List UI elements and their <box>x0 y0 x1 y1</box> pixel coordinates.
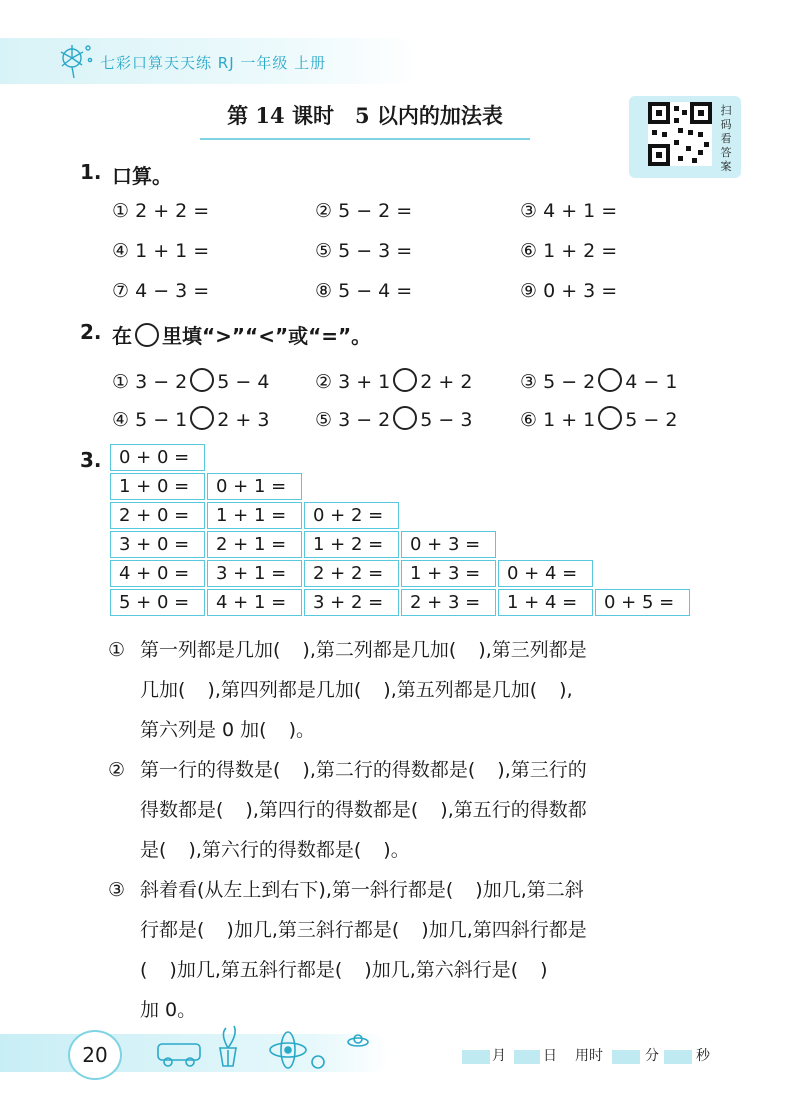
compare-circle-blank[interactable] <box>190 406 214 430</box>
compare-left: ① 3 − 2 <box>112 371 188 393</box>
oral-item: ① 2 + 2 = <box>112 200 210 222</box>
lesson-title: 第 14 课时 5 以内的加法表 <box>227 103 503 128</box>
addition-table-cell: 3 + 1 = <box>207 560 302 587</box>
addition-table-cell: 1 + 4 = <box>498 589 593 616</box>
qr-code-icon[interactable] <box>648 102 712 166</box>
compare-circle-blank[interactable] <box>190 368 214 392</box>
addition-table-cell: 3 + 0 = <box>110 531 205 558</box>
compare-item <box>112 368 269 393</box>
compare-circle-blank[interactable] <box>598 368 622 392</box>
addition-table-cell: 0 + 3 = <box>401 531 496 558</box>
month-blank[interactable] <box>462 1050 490 1064</box>
compare-left: ⑥ 1 + 1 <box>520 409 596 431</box>
oral-item: ⑧ 5 − 4 = <box>315 280 413 302</box>
section1-title: 口算。 <box>112 164 172 188</box>
compare-item <box>520 406 677 431</box>
compare-left: ⑤ 3 − 2 <box>315 409 391 431</box>
title-underline <box>200 138 530 140</box>
footer-decoration-icons <box>150 1022 390 1072</box>
compare-item <box>520 368 677 393</box>
time-used-label: 用时 <box>575 1048 603 1064</box>
addition-table-cell: 2 + 1 = <box>207 531 302 558</box>
compare-left: ③ 5 − 2 <box>520 371 596 393</box>
compare-right: 2 + 3 <box>217 409 270 431</box>
q2-line: 第一行的得数是( ),第二行的得数都是( ),第三行的 <box>140 759 587 781</box>
compare-right: 5 − 3 <box>420 409 473 431</box>
compare-right: 4 − 1 <box>625 371 678 393</box>
addition-table-cell: 2 + 0 = <box>110 502 205 529</box>
addition-table-cell: 4 + 0 = <box>110 560 205 587</box>
addition-table-cell: 1 + 0 = <box>110 473 205 500</box>
oral-item: ⑨ 0 + 3 = <box>520 280 618 302</box>
section3-number: 3. <box>80 448 102 472</box>
q2-line: 得数都是( ),第四行的得数都是( ),第五行的得数都 <box>140 799 587 821</box>
addition-table-cell: 1 + 2 = <box>304 531 399 558</box>
section2-title <box>112 320 371 349</box>
addition-table-cell: 0 + 5 = <box>595 589 690 616</box>
oral-item: ④ 1 + 1 = <box>112 240 210 262</box>
section2-number: 2. <box>80 320 102 344</box>
addition-table-cell: 1 + 1 = <box>207 502 302 529</box>
q2-label: ② <box>108 759 126 781</box>
seconds-label: 秒 <box>696 1048 710 1064</box>
compare-left: ④ 5 − 1 <box>112 409 188 431</box>
minutes-blank[interactable] <box>612 1050 640 1064</box>
section1-number: 1. <box>80 160 102 184</box>
compare-circle-blank[interactable] <box>393 368 417 392</box>
section2-title-post: 里填“>”“<”或“=”。 <box>162 324 372 348</box>
addition-table-cell: 0 + 1 = <box>207 473 302 500</box>
compare-item <box>112 406 269 431</box>
qr-label: 扫码看答案 <box>720 104 732 173</box>
addition-table-cell: 3 + 2 = <box>304 589 399 616</box>
q2-line: 是( ),第六行的得数都是( )。 <box>140 839 410 861</box>
addition-table-cell: 4 + 1 = <box>207 589 302 616</box>
oral-item: ③ 4 + 1 = <box>520 200 618 222</box>
q1-line: 第一列都是几加( ),第二列都是几加( ),第三列都是 <box>140 639 587 661</box>
minutes-label: 分 <box>645 1048 659 1064</box>
addition-table <box>110 444 690 624</box>
compare-right: 2 + 2 <box>420 371 473 393</box>
addition-table-cell: 0 + 0 = <box>110 444 205 471</box>
q1-label: ① <box>108 639 126 661</box>
compare-right: 5 − 4 <box>217 371 270 393</box>
compare-left: ② 3 + 1 <box>315 371 391 393</box>
q3-label: ③ <box>108 879 126 901</box>
q3-line: 行都是( )加几,第三斜行都是( )加几,第四斜行都是 <box>140 919 587 941</box>
q1-line: 第六列是 0 加( )。 <box>140 719 316 741</box>
q3-line: ( )加几,第五斜行都是( )加几,第六斜行是( ) <box>140 959 548 981</box>
compare-right: 5 − 2 <box>625 409 678 431</box>
circle-blank-icon <box>135 323 159 347</box>
day-blank[interactable] <box>514 1050 540 1064</box>
compare-circle-blank[interactable] <box>393 406 417 430</box>
day-label: 日 <box>543 1048 557 1064</box>
addition-table-cell: 0 + 2 = <box>304 502 399 529</box>
addition-table-cell: 0 + 4 = <box>498 560 593 587</box>
oral-item: ⑥ 1 + 2 = <box>520 240 618 262</box>
compare-circle-blank[interactable] <box>598 406 622 430</box>
dandelion-logo-icon <box>52 40 96 80</box>
month-label: 月 <box>492 1048 506 1064</box>
addition-table-cell: 5 + 0 = <box>110 589 205 616</box>
addition-table-cell: 2 + 2 = <box>304 560 399 587</box>
oral-item: ⑤ 5 − 3 = <box>315 240 413 262</box>
seconds-blank[interactable] <box>664 1050 692 1064</box>
q3-line: 斜着看(从左上到右下),第一斜行都是( )加几,第二斜 <box>140 879 584 901</box>
oral-item: ② 5 − 2 = <box>315 200 413 222</box>
q1-line: 几加( ),第四列都是几加( ),第五列都是几加( ), <box>140 679 573 701</box>
q3-line: 加 0。 <box>140 999 197 1021</box>
section2-title-pre: 在 <box>112 324 132 348</box>
addition-table-cell: 2 + 3 = <box>401 589 496 616</box>
compare-item <box>315 368 472 393</box>
page-number: 20 <box>68 1030 122 1080</box>
series-title: 七彩口算天天练 RJ 一年级 上册 <box>100 54 327 72</box>
addition-table-cell: 1 + 3 = <box>401 560 496 587</box>
oral-item: ⑦ 4 − 3 = <box>112 280 210 302</box>
compare-item <box>315 406 472 431</box>
